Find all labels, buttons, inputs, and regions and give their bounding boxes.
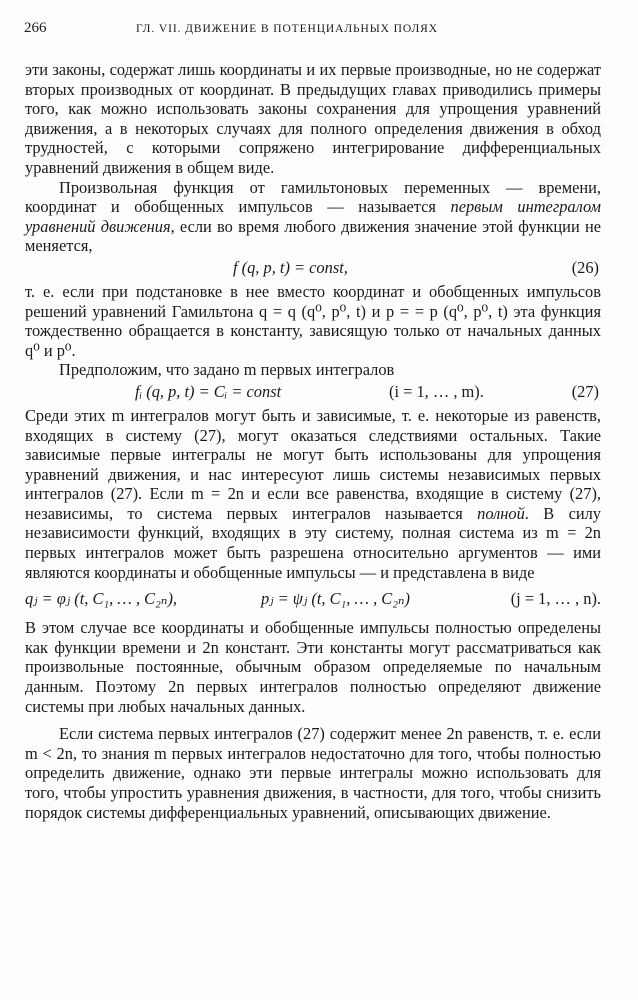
term-first-integral: первым интегралом уравнений движения <box>25 197 601 236</box>
equation-27-condition: (i = 1, … , m). <box>389 381 484 401</box>
equation-26 <box>25 257 601 279</box>
paragraph-2-start: Произвольная функция от гамильтоновых переменных — времени, координат и обобщенных импульсов — называется <box>25 177 601 217</box>
paragraph-5-start: Среди этих m интегралов могут быть и зависимые, т. е. некоторые из равенств, входящих в систему (27), могут оказаться следствиями остальных. Такие зависимые первые интегралы не могут быть использованы для упрощения уравнений движения, и нас интересуют лишь системы независимых первых интегралов (27). Если m = 2n и если все равенства, входящие в систему (27), независимы, то система первых интегралов называется <box>25 405 601 523</box>
page-number: 266 <box>24 20 47 36</box>
main-text <box>25 60 601 822</box>
paragraph-2 <box>25 178 601 256</box>
paragraph-3: т. е. если при подстановке в нее вместо координат и обобщенных импульсов решений уравнений Гамильтона q = q (q⁰, p⁰, t) и p = = p (q⁰, p⁰, t) эта функция тождественно обращается в константу, зависящую только от начальных данных q⁰ и p⁰. <box>25 281 601 360</box>
equation-27 <box>25 381 601 403</box>
running-head: ГЛ. VII. ДВИЖЕНИЕ В ПОТЕНЦИАЛЬНЫХ ПОЛЯХ <box>136 23 438 35</box>
paragraph-5-end: . В силу независимости функций, входящих в эту систему, полная система из m = 2n первых интегралов может быть разрешена относительно аргументов — ими являются координаты и обобщенные импульсы — и представлена в виде <box>25 503 601 582</box>
equation-27-number: (27) <box>571 381 599 401</box>
equation-p: pⱼ = ψⱼ (t, C₁, … , C₂ₙ) <box>261 589 411 609</box>
paragraph-5 <box>25 406 601 582</box>
paragraph-6: В этом случае все координаты и обобщенные импульсы полностью определены как функции времени и 2n констант. Эти константы могут рассматриваться как произвольные постоянные, обычным образом определяемые по начальным данным. Поэтому 2n первых интегралов полностью определяют движение системы при любых начальных данных. <box>25 618 601 716</box>
equation-26-body: f (q, p, t) = const, <box>233 257 348 277</box>
paragraph-4: Предположим, что задано m первых интегралов <box>59 360 395 380</box>
term-complete: полной <box>477 503 525 523</box>
equation-solution <box>25 588 601 610</box>
equation-q: qⱼ = φⱼ (t, C₁, … , C₂ₙ), <box>25 589 178 609</box>
equation-solution-condition: (j = 1, … , n). <box>510 589 601 609</box>
paragraph-1: эти законы, содержат лишь координаты и их первые производные, но не содержат вторых производных от координат. В предыдущих главах приводились примеры того, как можно использовать законы сохранения для упрощения уравнений движения, а в некоторых случаях для полного определения движения в обход трудностей, с которыми сопряжено интегрирование дифференциальных уравнений движения в общем виде. <box>25 60 601 177</box>
equation-26-number: (26) <box>571 257 599 277</box>
paragraph-2-end: , если во время любого движения значение этой функции не меняется, <box>25 216 601 256</box>
paragraph-7: Если система первых интегралов (27) содержит менее 2n равенств, т. е. если m < 2n, то знания m первых интегралов недостаточно для того, чтобы полностью определить движение, однако эти первые интегралы можно использовать для того, чтобы упростить уравнения движения, в частности, для того, чтобы снизить порядок системы дифференциальных уравнений, описывающих движение. <box>25 724 601 822</box>
page-header <box>24 20 612 44</box>
equation-27-body: fᵢ (q, p, t) = Cᵢ = const <box>135 381 282 401</box>
